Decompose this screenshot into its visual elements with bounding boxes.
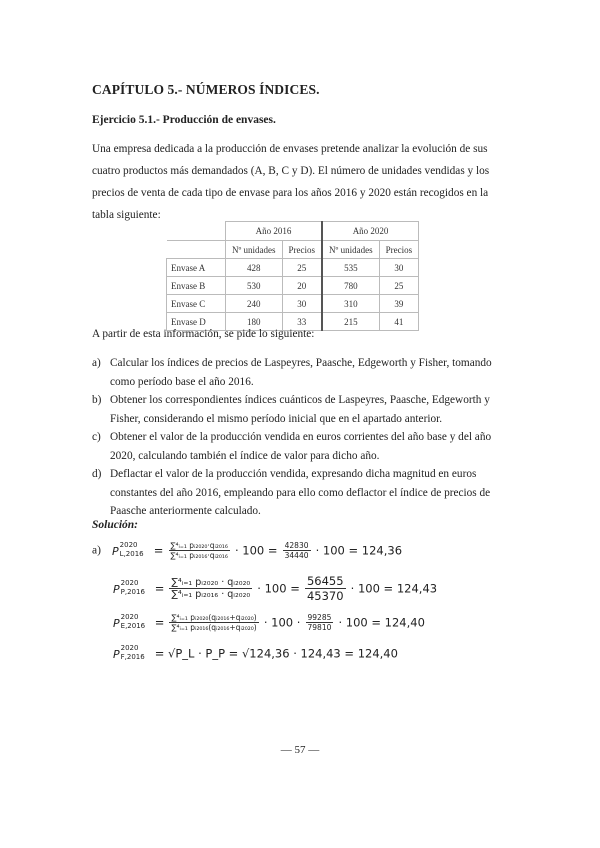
index-sup: 2020 [120,612,139,621]
cell: 215 [322,313,379,331]
result: · 100 = 124,43 [350,581,438,596]
index-sup: 2020 [120,643,139,652]
fraction-denominator: ∑⁴ᵢ₌₁ pᵢ₂₀₁₆(qᵢ₂₀₁₆+qᵢ₂₀₂₀) [171,623,257,632]
cell: 428 [226,259,283,277]
intro-line: precios de venta de cada tipo de envase para los años 2016 y 2020 están recogidos en la [92,187,489,199]
item-label: b) [92,394,102,406]
item-line: Obtener el valor de la producción vendida en euros corrientes del año base y del año [110,431,492,443]
intro-line: cuatro productos más demandados (A, B, C y D). El número de unidades vendidas y los [92,165,490,177]
formula-fisher: P 2020 F,2016 = √P_L · P_P = √124,36 · 124,43 = 124,40 [113,643,398,662]
index-sup: 2020 [119,540,138,549]
cell: 310 [322,295,379,313]
table-corner [167,241,226,259]
list-item [92,354,497,391]
formula-paasche: P 2020 P,2016 = $\frac{\text{∑⁴ᵢ₌₁ pᵢ₂₀₂₀ · qᵢ₂₀₂₀}}{\text{∑⁴ᵢ₌₁ pᵢ₂₀₁₆ · qᵢ₂₀₂₀}}$ · 100 = $\frac{56455}{45370}$ · 100 = 124,43 [113,574,438,603]
data-table [166,221,419,331]
fraction-numerator: 99285 [307,613,332,622]
fraction-denominator: 79810 [307,623,332,632]
row-label: Envase D [167,313,226,331]
fisher-expression: = √P_L · P_P = √124,36 · 124,43 = 124,40 [154,646,398,661]
cell: 41 [379,313,419,331]
chapter-title: CAPÍTULO 5.- NÚMEROS ÍNDICES. [92,82,320,97]
cell: 39 [379,295,419,313]
item-line: Fisher, considerando el mismo período inicial que en el apartado anterior. [110,412,443,425]
cell: 30 [379,259,419,277]
cell: 180 [226,313,283,331]
fraction-numerator: ∑⁴ᵢ₌₁ pᵢ₂₀₂₀ · qᵢ₂₀₂₀ [171,577,251,588]
exercise-title: Ejercicio 5.1.- Producción de envases. [92,114,276,126]
cell: 33 [282,313,322,331]
item-line: Deflactar el valor de la producción vendida, expresando dicha magnitud en euros [110,468,477,480]
row-label: Envase A [167,259,226,277]
part-label: a) [92,544,101,557]
fraction-denominator: 34440 [284,551,309,560]
fraction-numerator: 56455 [306,574,344,588]
item-label: d) [92,468,102,480]
index-sub: E,2016 [120,621,146,630]
row-label: Envase C [167,295,226,313]
cell: 530 [226,277,283,295]
cell: 25 [282,259,322,277]
cell: 25 [379,277,419,295]
fraction-numerator: ∑⁴ᵢ₌₁ pᵢ₂₀₂₀(qᵢ₂₀₁₆+qᵢ₂₀₂₀) [171,613,257,622]
cell: 240 [226,295,283,313]
index-sub: P,2016 [120,587,145,596]
list-item [92,428,497,465]
request-text: A partir de esta información, se pide lo siguiente: [92,328,315,340]
item-label: c) [92,431,101,443]
fraction-denominator: ∑⁴ᵢ₌₁ pᵢ₂₀₁₆ · qᵢ₂₀₂₀ [171,589,251,600]
table-row [167,295,419,313]
formula-edgeworth: P 2020 E,2016 = $\frac{\text{∑⁴ᵢ₌₁ pᵢ₂₀₂₀(qᵢ₂₀₁₆+qᵢ₂₀₂₀)}}{\text{∑⁴ᵢ₌₁ pᵢ₂₀₁₆(qᵢ₂₀₁₆+qᵢ₂₀₂₀)}}$ · 100 · $\frac{99285}{79810}$ · 100 = 124,40 [113,612,425,632]
fraction-denominator: ∑⁴ᵢ₌₁ pᵢ₂₀₁₆·qᵢ₂₀₁₆ [170,551,228,560]
fraction-numerator: ∑⁴ᵢ₌₁ pᵢ₂₀₂₀·qᵢ₂₀₁₆ [170,541,228,550]
intro-paragraph [92,138,492,226]
solution-label: Solución: [92,519,139,531]
table-corner [167,222,226,241]
multiplier: · 100 · [263,615,301,630]
item-line: Paasche anteriormente calculado. [110,505,261,517]
intro-line: tabla siguiente: [92,209,161,221]
task-list [92,354,497,521]
multiplier: · 100 = [234,543,278,558]
list-item [92,391,497,428]
cell: 20 [282,277,322,295]
result: · 100 = 124,40 [338,615,425,630]
list-item [92,465,497,521]
formula-laspeyres: a) P 2020 L,2016 = $\frac{\text{∑⁴ᵢ₌₁ pᵢ₂₀₂₀·qᵢ₂₀₁₆}}{\text{∑⁴ᵢ₌₁ pᵢ₂₀₁₆·qᵢ₂₀₁₆}}$ · 100 = $\frac{42830}{34440}$ · 100 = 124,36 [92,540,403,560]
year-header-2016: Año 2016 [226,222,323,241]
row-label: Envase B [167,277,226,295]
col-header-prices-2020: Precios [379,241,419,259]
intro-line: Una empresa dedicada a la producción de envases pretende analizar la evolución de sus [92,143,488,155]
table-row [167,277,419,295]
col-header-units-2020: Nº unidades [322,241,379,259]
cell: 780 [322,277,379,295]
cell: 535 [322,259,379,277]
col-header-units-2016: Nº unidades [226,241,283,259]
item-line: como período base el año 2016. [110,375,254,388]
item-line: constantes del año 2016, empleando para ello como deflactor el índice de precios de [110,486,491,499]
index-sup: 2020 [120,578,139,587]
index-sub: F,2016 [120,652,145,661]
item-line: Obtener los correspondientes índices cuánticos de Laspeyres, Paasche, Edgeworth y [110,394,490,406]
index-sub: L,2016 [119,549,144,558]
year-header-2020: Año 2020 [322,222,419,241]
item-line: Calcular los índices de precios de Laspeyres, Paasche, Edgeworth y Fisher, tomando [110,357,492,369]
result: · 100 = 124,36 [315,543,403,558]
fraction-denominator: 45370 [306,589,344,603]
fraction-numerator: 42830 [284,541,309,550]
table-row [167,259,419,277]
col-header-prices-2016: Precios [282,241,322,259]
cell: 30 [282,295,322,313]
multiplier: · 100 = [257,581,300,596]
page-number: — 57 — [280,744,320,756]
item-line: 2020, calculando también el índice de valor para dicho año. [110,449,380,462]
item-label: a) [92,357,101,369]
